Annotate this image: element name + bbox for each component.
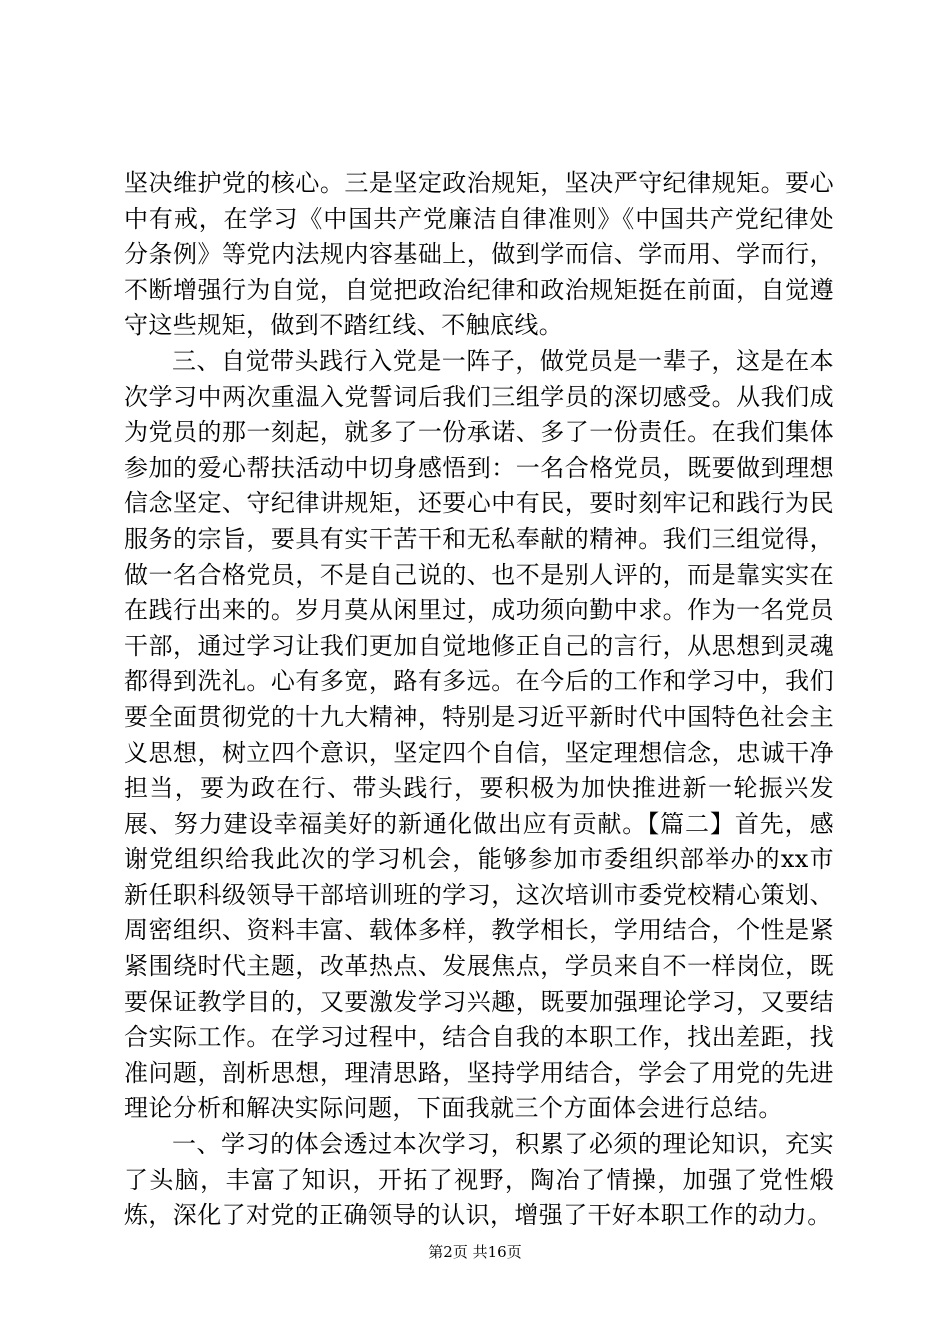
paragraph-continuation: 坚决维护党的核心。三是坚定政治规矩，坚决严守纪律规矩。要心中有戒，在学习《中国共产党廉洁自律准则》《中国共产党纪律处分条例》等党内法规内容基础上，做到学而信、学而用、学而行，不断增强行为自觉，自觉把政治纪律和政治规矩挺在前面，自觉遵守这些规矩，做到不踏红线、不触底线。: [124, 169, 834, 340]
document-body: [124, 166, 834, 1234]
page-footer: 第2页 共16页: [428, 1243, 522, 1261]
paragraph-section-three: 三、自觉带头践行入党是一阵子，做党员是一辈子，这是在本次学习中两次重温入党誓词后我们三组学员的深切感受。从我们成为党员的那一刻起，就多了一份承诺、多了一份责任。在我们集体参加的爱心帮扶活动中切身感悟到：一名合格党员，既要做到理想信念坚定、守纪律讲规矩，还要心中有民，要时刻牢记和践行为民服务的宗旨，要具有实干苦干和无私奉献的精神。我们三组觉得，做一名合格党员，不是自己说的、也不是别人评的，而是靠实实在在践行出来的。岁月莫从闲里过，成功须向勤中求。作为一名党员干部，通过学习让我们更加自觉地修正自己的言行，从思想到灵魂都得到洗礼。心有多宽，路有多远。在今后的工作和学习中，我们要全面贯彻党的十九大精神，特别是习近平新时代中国特色社会主义思想，树立四个意识，坚定四个自信，坚定理想信念，忠诚干净担当，要为政在行、带头践行，要积极为加快推进新一轮振兴发展、努力建设幸福美好的新通化做出应有贡献。【篇二】首先，感谢党组织给我此次的学习机会，能够参加市委组织部举办的xx市新任职科级领导干部培训班的学习，这次培训市委党校精心策划、周密组织、资料丰富、载体多样，教学相长，学用结合，个性是紧紧围绕时代主题，改革热点、发展焦点，学员来自不一样岗位，既要保证教学目的，又要激发学习兴趣，既要加强理论学习，又要结合实际工作。在学习过程中，结合自我的本职工作，找出差距，找准问题，剖析思想，理清思路，坚持学用结合，学会了用党的先进理论分析和解决实际问题，下面我就三个方面体会进行总结。: [124, 346, 834, 1123]
paragraph-section-one: 一、学习的体会透过本次学习，积累了必须的理论知识，充实了头脑，丰富了知识，开拓了视野，陶冶了情操，加强了党性煅炼，深化了对党的正确领导的认识，增强了干好本职工作的动力。: [124, 1130, 834, 1230]
